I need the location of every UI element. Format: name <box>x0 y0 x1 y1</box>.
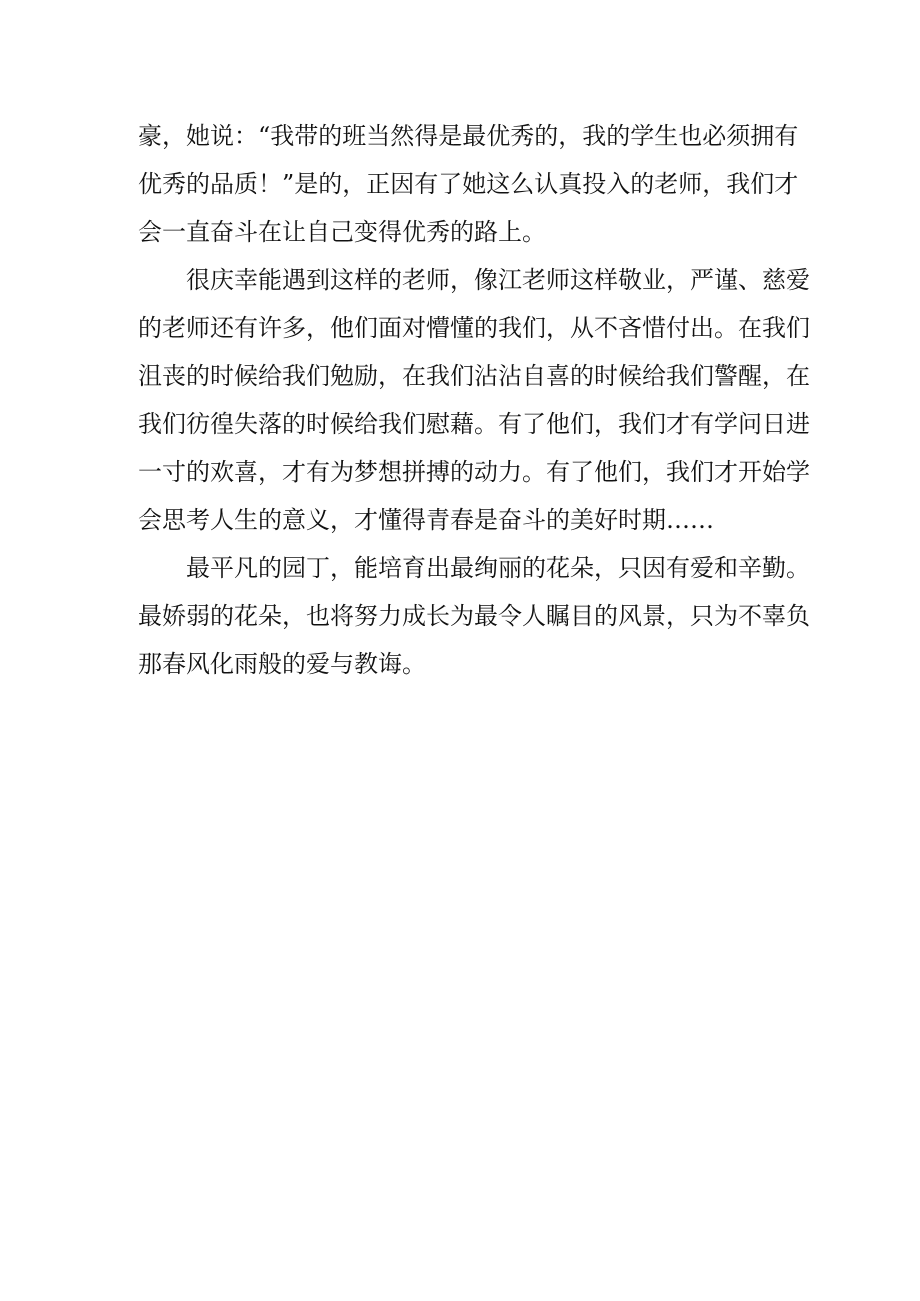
text-line: 会思考人生的意义，才懂得青春是奋斗的美好时期…… <box>138 506 714 534</box>
text-line: 沮丧的时候给我们勉励，在我们沾沾自喜的时候给我们警醒，在 <box>138 362 810 390</box>
text-line: 很庆幸能遇到这样的老师，像江老师这样敬业，严谨、慈爱 <box>186 266 810 294</box>
text-line: 我们彷徨失落的时候给我们慰藉。有了他们，我们才有学问日进 <box>138 410 810 438</box>
text-line: 豪，她说：“我带的班当然得是最优秀的，我的学生也必须拥有 <box>138 122 799 150</box>
text-line: 最娇弱的花朵，也将努力成长为最令人瞩目的风景，只为不辜负 <box>138 602 810 630</box>
text-line: 会一直奋斗在让自己变得优秀的路上。 <box>138 218 546 246</box>
text-line: 最平凡的园丁，能培育出最绚丽的花朵，只因有爱和辛勤。 <box>186 554 810 582</box>
body-text <box>138 112 810 688</box>
text-line: 一寸的欢喜，才有为梦想拼搏的动力。有了他们，我们才开始学 <box>138 458 810 486</box>
text-line: 的老师还有许多，他们面对懵懂的我们，从不吝惜付出。在我们 <box>138 314 810 342</box>
text-line: 那春风化雨般的爱与教诲。 <box>138 650 426 678</box>
text-line: 优秀的品质！”是的，正因有了她这么认真投入的老师，我们才 <box>138 170 799 198</box>
